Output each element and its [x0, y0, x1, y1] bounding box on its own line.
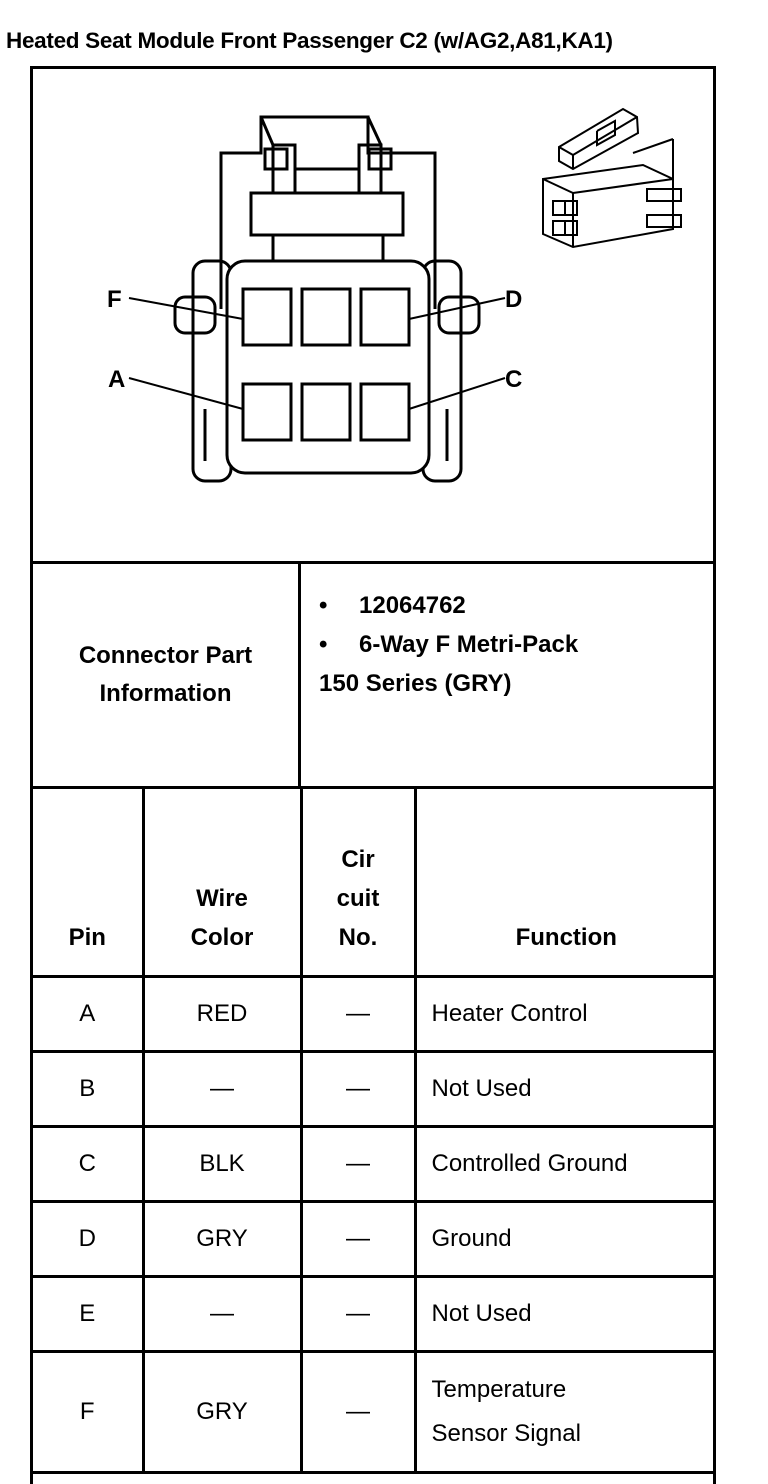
- circuit-cell: —: [301, 976, 415, 1051]
- circuit-cell: —: [301, 1276, 415, 1351]
- table-row: [33, 1201, 716, 1276]
- table-row: [33, 1126, 716, 1201]
- connector-part-info-values: [319, 586, 578, 703]
- pin-cell: C: [33, 1126, 143, 1201]
- connector-diagram-panel: [33, 69, 713, 564]
- part-number: 12064762: [359, 592, 466, 619]
- function-cell: Ground: [415, 1201, 716, 1276]
- pin-table-header-row: [33, 789, 716, 976]
- info-label-line2: Information: [99, 680, 232, 707]
- header-pin: Pin: [33, 789, 143, 976]
- pin-label-d: D: [505, 286, 523, 313]
- circuit-cell: —: [301, 1351, 415, 1472]
- page-title: Heated Seat Module Front Passenger C2 (w/AG2,A81,KA1): [6, 28, 613, 53]
- function-cell: Temperature Sensor Signal: [415, 1351, 716, 1472]
- pin-cell: B: [33, 1051, 143, 1126]
- wire-color-cell: —: [143, 1276, 301, 1351]
- function-cell: Not Used: [415, 1051, 716, 1126]
- pin-label-c: C: [505, 366, 523, 393]
- wire-color-cell: RED: [143, 976, 301, 1051]
- pin-label-a: A: [108, 366, 126, 393]
- connector-part-info-label: [33, 564, 301, 786]
- table-row: [33, 1276, 716, 1351]
- pin-table: [33, 789, 716, 1474]
- function-cell: Not Used: [415, 1276, 716, 1351]
- bullet-icon: •: [319, 631, 328, 658]
- table-row: [33, 1051, 716, 1126]
- bullet-icon: •: [319, 592, 328, 619]
- wire-color-cell: —: [143, 1051, 301, 1126]
- circuit-cell: —: [301, 1126, 415, 1201]
- pin-cell: F: [33, 1351, 143, 1472]
- function-cell: Heater Control: [415, 976, 716, 1051]
- info-label-line1: Connector Part: [78, 642, 253, 669]
- connector-part-information: [33, 564, 713, 789]
- connector-description-line2: 150 Series (GRY): [319, 670, 512, 697]
- connector-isometric-view: [543, 109, 681, 247]
- header-function: Function: [415, 789, 716, 976]
- wire-color-cell: GRY: [143, 1201, 301, 1276]
- circuit-cell: —: [301, 1051, 415, 1126]
- header-wire-color: Wire Color: [143, 789, 301, 976]
- pin-cell: A: [33, 976, 143, 1051]
- pin-cell: E: [33, 1276, 143, 1351]
- connector-face-diagram: [33, 69, 716, 561]
- pin-cell: D: [33, 1201, 143, 1276]
- function-cell: Controlled Ground: [415, 1126, 716, 1201]
- circuit-cell: —: [301, 1201, 415, 1276]
- pin-label-f: F: [107, 286, 122, 313]
- connector-description-line1: 6-Way F Metri-Pack: [359, 631, 579, 658]
- table-row: [33, 976, 716, 1051]
- wire-color-cell: GRY: [143, 1351, 301, 1472]
- connector-sheet: [30, 66, 716, 1484]
- wire-color-cell: BLK: [143, 1126, 301, 1201]
- header-circuit-no: Cir cuit No.: [301, 789, 415, 976]
- table-row: [33, 1351, 716, 1472]
